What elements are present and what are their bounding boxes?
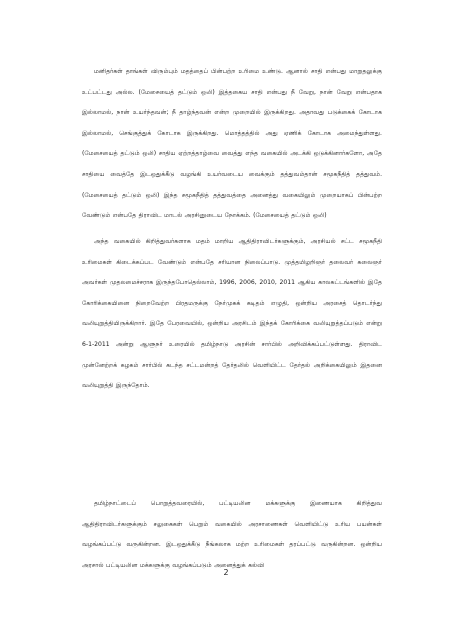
page-number: 2 — [223, 568, 229, 577]
paragraph-2: அந்த வகையில் கிறித்துவர்களாக மதம் மாறிய ஆதிதிராவிடர்களுக்கும், அரசியல் சட்ட சமூகநீதி உரிமைகள் கிடைக்கப்பட வேண்டும் என்பதே சரியான நிலைப்பாடு. முத்தமிழறிஞர் தலைவர் கலைஞர் அவர்கள் முதலமைச்சராக இருந்தபோதெல்லாம், 1996, 2006, 2010, 2011 ஆகிய காலகட்டங்களில் இதே கோரிக்கையினை நிறைவேற்ற பிரதமருக்கு நேர்முகக் கடிதம் எழுதி, ஒன்றிய அரசைத் தொடர்ந்து வலியுறுத்தியிருக்கிறார். இதே பேரவையில், ஒன்றிய அரசிடம் இந்தக் கோரிக்கை வலியுறுத்தப்படும் என்று 6-1-2011 அன்று ஆளுநர் உரையில் தமிழ்நாடு அரசின் சார்பில் அறிவிக்கப்பட்டுள்ளது. திராவிட முன்னேற்றக் கழகம் சார்பில் கடந்த சட்டமன்றத் தேர்தலில் வெளியிட்ட தேர்தல் அறிக்கையிலும் இதனை வலியுறுத்தி இருந்தோம். — [82, 238, 382, 390]
paragraph-1: மனிதர்கள் தாங்கள் விரும்பும் மதத்தைப் பின்பற்ற உரிமை உண்டு. ஆனால் சாதி என்பது மாறுதலுக்கு உட்பட்டது அல்ல. (மேசையைத் தட்டும் ஒலி) இத்தகைய சாதி என்பது நீ வேறு, நான் வேறு என்பதாக இல்லாமல், நான் உயர்ந்தவன்; நீ தாழ்ந்தவன் என்ற முறையில் இருக்கிறது. அதாவது படுக்கைக் கோடாக இல்லாமல், செங்குத்துக் கோடாக இருக்கிறது. மொத்தத்தில் அது ஏணிக் கோடாக அமைந்துள்ளது. (மேசையைத் தட்டும் ஒலி) சாதிய ஏற்றத்தாழ்வை வைத்து எந்த வகையில் அடக்கி ஒடுக்கினார்களோ, அதே சாதியை வைத்தே இடஒதுக்கீடு வழங்கி உயர்வடைய வைக்கும் தத்துவம்தான் சமூகநீதித் தத்துவம். (மேசையைத் தட்டும் ஒலி) இந்த சமூகநீதித் தத்துவத்தை அனைத்து வகையிலும் முறையாகப் பின்பற்ற வேண்டும் என்பதே திராவிட மாடல் அரசினுடைய நோக்கம். (மேசையைத் தட்டும் ஒலி) — [82, 68, 382, 220]
paragraph-3: தமிழ்நாட்டைப் பொறுத்தவரையில், பட்டியலின மக்களுக்கு இணையாக கிறித்துவ ஆதிதிராவிடர்களுக்கும் சலுகைகள் பெறும் வகையில் அரசாணைகள் வெளியிட்டு உரிய பயன்கள் வழங்கப்பட்டு வருகின்றன. இடஒதுக்கீடு நீங்கலாக மற்ற உரிமைகள் தரப்பட்டு வருகின்றன. ஒன்றிய அரசால் பட்டியலின மக்களுக்கு வழங்கப்படும் அனைத்துக் கல்வி — [82, 500, 382, 569]
